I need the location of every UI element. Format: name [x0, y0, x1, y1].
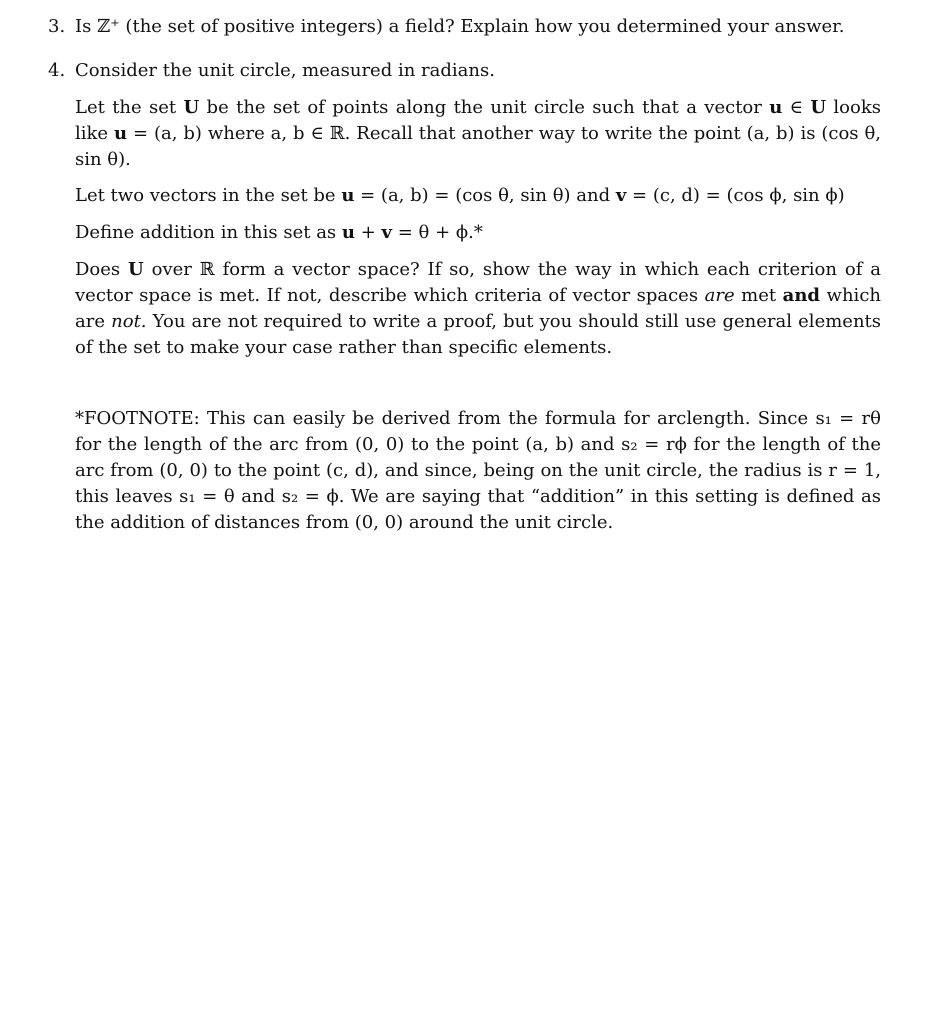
question-4-intro: Consider the unit circle, measured in radians.	[75, 60, 495, 81]
footnote-paragraph: *FOOTNOTE: This can easily be derived from the formula for arclength. Since s₁ = rθ for the length of the arc from (0, 0) to the point (a, b) and s₂ = rϕ for the length of the arc from (0, 0) to the point (c, d), and since, being on the unit circle, the radius is r = 1, this leaves s₁ = θ and s₂ = ϕ. We are saying that “addition” in this setting is defined as the addition of distances from (0, 0) around the unit circle.	[75, 408, 881, 533]
question-4-number: 4.	[48, 60, 66, 81]
set-definition-paragraph: Let the set U be the set of points along the unit circle such that a vector u ∈ U looks like u = (a, b) where a, b ∈ ℝ. Recall that another way to write the point (a, b) is (cos θ, sin θ).	[75, 97, 882, 170]
two-vectors-paragraph: Let two vectors in the set be u = (a, b) = (cos θ, sin θ) and v = (c, d) = (cos ϕ, sin ϕ)	[75, 185, 845, 206]
addition-definition-paragraph: Define addition in this set as u + v = θ + ϕ.*	[75, 222, 483, 243]
question-3-number: 3.	[48, 16, 66, 37]
question-3-text: Is ℤ⁺ (the set of positive integers) a field? Explain how you determined your answer.	[75, 16, 845, 37]
vector-space-question-paragraph: Does U over ℝ form a vector space? If so, show the way in which each criterion of a vector space is met. If not, describe which criteria of vector spaces are met and which are not. You are not required to write a proof, but you should still use general elements of the set to make your case rather than specific elements.	[75, 259, 882, 358]
